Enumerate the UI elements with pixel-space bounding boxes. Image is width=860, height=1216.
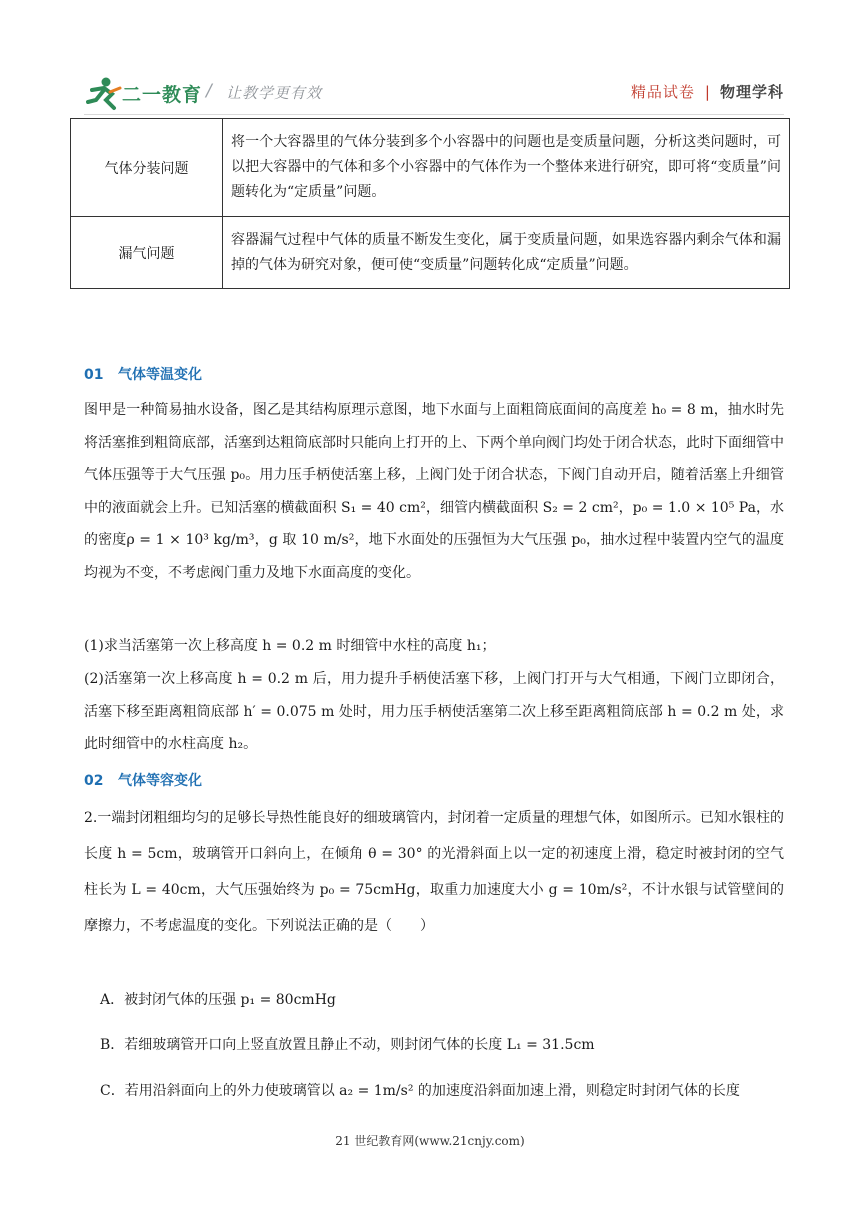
problem-1-text: 图甲是一种简易抽水设备，图乙是其结构原理示意图，地下水面与上面粗筒底面间的高度差 h₀ = 8 m，抽水时先将活塞推到粗筒底部，活塞到达粗筒底部时只能向上打开的上、下两个单向阀门均处于闭合状态，此时下面细管中气体压强等于大气压强 p₀。用力压手柄使活塞上移，上阀门处于闭合状态，下阀门自动开启，随着活塞上升细管中的液面就会上升。已知活塞的横截面积 S₁ = 40 cm²，细管内横截面积 S₂ = 2 cm²，p₀ = 1.0 × 10⁵ Pa，水的密度ρ = 1 × 10³ kg/m³，g 取 10 m/s²，地下水面处的压强恒为大气压强 p₀，抽水过程中装置内空气的温度均视为不变，不考虑阀门重力及地下水面高度的变化。	[84, 402, 784, 581]
problem-2	[84, 800, 784, 944]
problem-2-text: 2.一端封闭粗细均匀的足够长导热性能良好的细玻璃管内，封闭着一定质量的理想气体，如图所示。已知水银柱的长度 h = 5cm，玻璃管开口斜向上，在倾角 θ = 30° 的光滑斜面上以一定的初速度上滑，稳定时被封闭的空气柱长为 L = 40cm，大气压强始终为 p₀ = 75cmHg，取重力加速度大小 g = 10m/s²，不计水银与试管壁间的摩擦力，不考虑温度的变化。下列说法正确的是（ ）	[84, 810, 784, 934]
section-heading-02	[84, 770, 784, 790]
header-divider	[84, 114, 784, 115]
problem-1-question-2	[84, 663, 784, 761]
tag-separator: |	[704, 83, 710, 101]
table-row	[71, 217, 790, 289]
tag-quality-paper: 精品试卷	[630, 83, 695, 101]
header-slash: /	[206, 81, 212, 101]
problem-1-question-1	[84, 630, 784, 663]
header-tags	[631, 81, 784, 102]
problem-1	[84, 394, 784, 589]
tag-subject: 物理学科	[719, 83, 784, 101]
option-c: C．若用沿斜面向上的外力使玻璃管以 a₂ = 1m/s² 的加速度沿斜面加速上滑，则稳定时封闭气体的长度	[100, 1083, 740, 1099]
table-key-cell: 漏气问题	[71, 217, 223, 289]
section-number: 02	[84, 773, 104, 789]
brand-slogan: 让教学更有效	[226, 84, 323, 102]
page-header	[84, 64, 784, 120]
option-a: A．被封闭气体的压强 p₁ = 80cmHg	[100, 992, 336, 1008]
section-heading-01	[84, 364, 784, 384]
section-number: 01	[84, 367, 104, 383]
question-text: (2)活塞第一次上移高度 h = 0.2 m 后，用力提升手柄使活塞下移，上阀门打开与大气相通，下阀门立即闭合，活塞下移至距离粗筒底部 h′ = 0.075 m 处时，用力压手柄使活塞第二次上移至距离粗筒底部 h = 0.2 m 处，求此时细管中的水柱高度 h₂。	[84, 671, 784, 752]
option-b: B．若细玻璃管开口向上竖直放置且静止不动，则封闭气体的长度 L₁ = 31.5cm	[100, 1037, 595, 1053]
table-key-cell: 气体分装问题	[71, 119, 223, 217]
page-footer: 21 世纪教育网(www.21cnjy.com)	[335, 1134, 525, 1148]
table-value-cell: 容器漏气过程中气体的质量不断发生变化，属于变质量问题，如果选容器内剩余气体和漏掉的气体为研究对象，便可使“变质量”问题转化成“定质量”问题。	[223, 217, 790, 289]
section-title: 气体等容变化	[118, 773, 202, 789]
knowledge-table	[70, 118, 790, 289]
question-text: (1)求当活塞第一次上移高度 h = 0.2 m 时细管中水柱的高度 h₁；	[84, 638, 496, 654]
table-value-cell: 将一个大容器里的气体分装到多个小容器中的问题也是变质量问题，分析这类问题时，可以把大容器中的气体和多个小容器中的气体作为一个整体来进行研究，即可将“变质量”问题转化为“定质量”问题。	[223, 119, 790, 217]
brand-name: 二一教育	[122, 84, 203, 106]
section-title: 气体等温变化	[118, 367, 202, 383]
table-row	[71, 119, 790, 217]
